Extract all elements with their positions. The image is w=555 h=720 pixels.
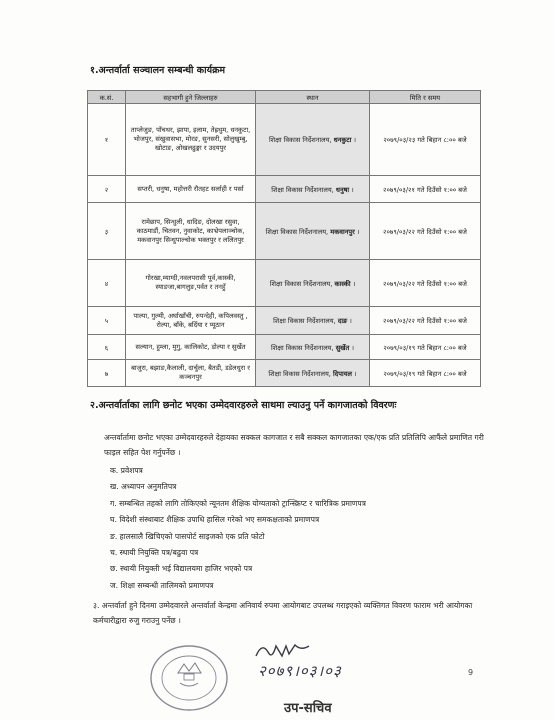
row-districts: सल्यान, हुम्ला, मुगु, कालिकोट, डोल्पा र सुर्खेत: [126, 335, 256, 360]
row-sn: ७: [88, 360, 126, 387]
row-sn: ४: [88, 260, 126, 307]
row-sn: ३: [88, 203, 126, 260]
section-2-heading: २.अन्तर्वार्ताका लागि छनोट भएका उम्मेदवारहरुले साथमा ल्याउनु पर्ने कागजातको विवरणः: [90, 400, 397, 411]
table-row: [88, 203, 481, 260]
table-header-row: [88, 91, 481, 104]
row-datetime: २०७९/०३/२२ गते दिउँसो १:०० बजे: [370, 307, 481, 335]
interview-schedule-table: [87, 90, 481, 387]
list-item: च. स्थायी नियुक्ति पत्र/बढुवा पत्र: [110, 548, 199, 558]
row-datetime: २०७९/०३/२२ गते दिउँसो १:०० बजे: [370, 260, 481, 307]
row-datetime: २०७९/०३/१९ गते बिहान ८:०० बजे: [370, 360, 481, 387]
row-datetime: २०७९/०३/२१ गते दिउँसो १:०० बजे: [370, 176, 481, 203]
row-place: शिक्षा विकास निर्देशनालय, सुर्खेत ।: [256, 335, 370, 360]
list-item: छ. स्थायी नियुक्ती भई विद्यालयमा हाजिर भएको पत्र: [110, 564, 253, 574]
row-sn: १: [88, 104, 126, 176]
row-place: शिक्षा विकास निर्देशनालय, दिपायल ।: [256, 360, 370, 387]
list-item: ग. सम्बन्धित तहको लागि तोकिएको न्यूनतम शैक्षिक योग्यताको ट्रान्स्क्रिप्ट र चारित्रिक प्रमाणपत्र: [110, 498, 366, 508]
header-place: स्थान: [256, 91, 370, 104]
row-sn: ६: [88, 335, 126, 360]
table-row: [88, 360, 481, 387]
list-item: क. प्रवेशपत्र: [110, 466, 143, 475]
row-districts: ताप्लेजुङ, पाँचथर, झापा, इलाम, तेह्रथुम, धनकुटा, भोजपुर, संखुवासभा, मोरङ, सुनसरी, सोलुखुम्बु, खोटाङ, ओखलढुङ्गा र उदयपुर: [126, 104, 256, 176]
signature-date: २०७९।०३।०३: [258, 662, 342, 680]
row-place: शिक्षा विकास निर्देशनालय, धनकुटा ।: [256, 104, 370, 176]
table-row: [88, 176, 481, 203]
list-item: ज. शिक्षा सम्बन्धी तालिमको प्रमाणपत्र: [110, 580, 214, 590]
document-list: [110, 463, 366, 594]
list-item: घ. विदेशी संस्थाबाट शैक्षिक उपाधि हासिल गरेको भए समकक्षताको प्रमाणपत्र: [110, 515, 320, 525]
list-item: ङ. हालसालै खिचिएको पासपोर्ट साइजको एक प्रति फोटो: [110, 531, 265, 541]
row-districts: गोरखा,म्याग्दी,नवलपरासी पूर्व,कास्की, स्याङजा,बागलुङ,पर्वत र तनहुँ: [126, 260, 256, 307]
row-datetime: २०७९/०३/२३ गते बिहान ८:०० बजे: [370, 104, 481, 176]
official-seal-stamp: [148, 643, 230, 713]
section-3-text: ३. अन्तर्वार्ता हुने दिनमा उम्मेदवारले अन्तर्वार्ता केन्द्रमा अनिवार्य रुपमा आयोगबाट उपलब्ध गराइएको व्यक्तिगत विवरण फाराम भरी आयोगका कर्मचारीद्वारा रुजु गराउनु पर्नेछ ।: [93, 601, 473, 625]
header-districts: सहभागी हुने जिल्लाहरु: [126, 91, 256, 104]
row-districts: रामेछाप, सिन्धुली, धादिङ, दोलखा रसुवा, काठमाडौं, चितवन, नुवाकोट, काभ्रेपलाञ्चोक, मकवानपुर सिन्धुपाल्चोक भक्तपुर र ललितपुर: [126, 203, 256, 260]
row-sn: ५: [88, 307, 126, 335]
row-sn: २: [88, 176, 126, 203]
table-row: [88, 260, 481, 307]
list-item: ख. अध्यापन अनुमतिपत्र: [110, 482, 177, 492]
section-1-heading: १.अन्तर्वार्ता सञ्चालन सम्बन्धी कार्यक्रम: [90, 65, 226, 76]
table-row: [88, 104, 481, 176]
row-place: शिक्षा विकास निर्देशनालय, कास्की ।: [256, 260, 370, 307]
table-row: [88, 307, 481, 335]
row-datetime: २०७९/०३/१९ गते बिहान ८:०० बजे: [370, 335, 481, 360]
signatory-designation: उप-सचिव: [284, 701, 332, 716]
row-place: शिक्षा विकास निर्देशनालय, धनुषा ।: [256, 176, 370, 203]
section-2-intro: अन्तर्वार्तामा छनोट भएका उम्मेदवारहरुले देहायका सक्कल कागजात र सबै सक्कल कागजातका एक/एक प्रति प्रतिलिपि आफैंले प्रमाणित गरी फाइल सहित पेश गर्नुपर्नेछ ।: [104, 433, 484, 457]
row-place: शिक्षा विकास निर्देशनालय, दाङ ।: [256, 307, 370, 335]
row-datetime: २०७९/०३/२२ गते दिउँसो १:०० बजे: [370, 203, 481, 260]
signature-block: [252, 640, 412, 720]
header-sn: क.सं.: [88, 91, 126, 104]
table-row: [88, 335, 481, 360]
header-datetime: मिति र समय: [370, 91, 481, 104]
row-districts: बाजुरा, बझाङ,कैलाली, दार्चुला, बैतडी, डडेलधुरा र कञ्चनपुर: [126, 360, 256, 387]
page-number: 9: [468, 668, 474, 677]
row-districts: पाल्पा, गुल्मी, अर्घाखाँची, रुपन्देही, कपिलवस्तु , रोल्पा, बाँके, बर्दिया र प्यूठान: [126, 307, 256, 335]
row-districts: सप्तरी, धनुषा, महोत्तरी रौतहट सर्लाही र पर्सा: [126, 176, 256, 203]
row-place: शिक्षा विकास निर्देशनालय, मकवानपुर ।: [256, 203, 370, 260]
